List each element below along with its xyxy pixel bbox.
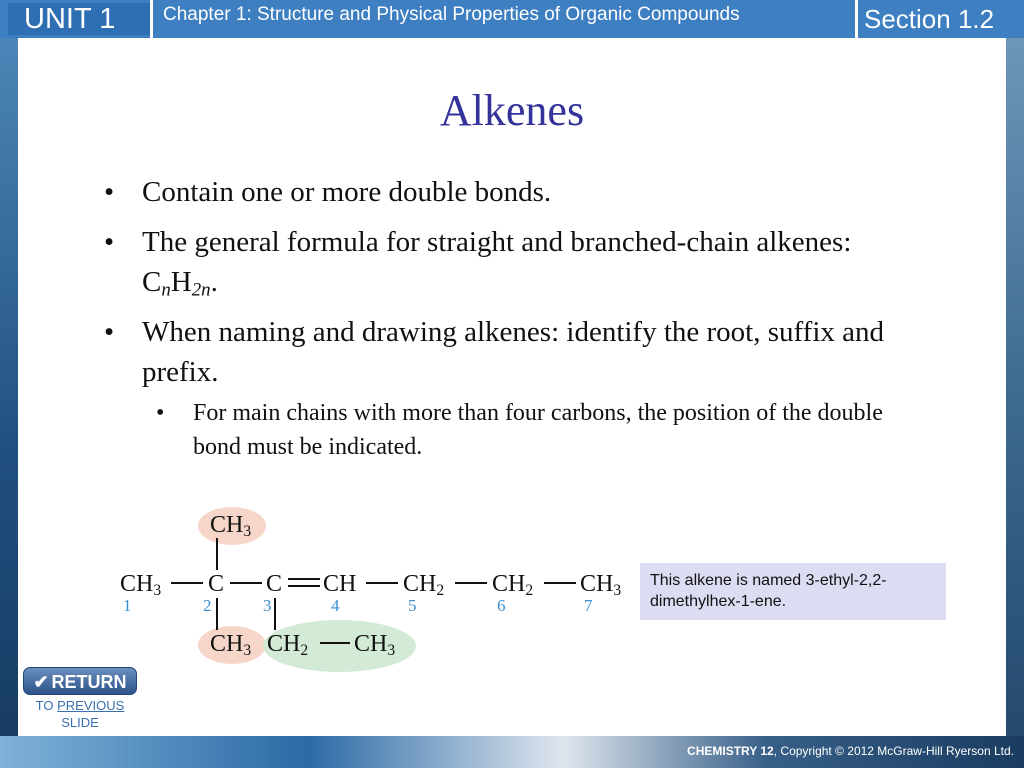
carbon-3: C — [266, 571, 283, 597]
unit-label: UNIT 1 — [8, 3, 150, 35]
top-methyl-group: $CH_3$ — [210, 512, 252, 540]
header-divider — [855, 0, 858, 38]
carbon-number: 3 — [263, 596, 272, 615]
bullet-marker: • — [104, 316, 115, 348]
single-bond — [455, 582, 487, 584]
copyright-footer — [687, 744, 1014, 758]
slide-title: Alkenes — [439, 86, 585, 135]
single-bond — [320, 642, 350, 644]
carbon-number: 5 — [408, 596, 417, 615]
carbon-5: $CH_2$ — [403, 571, 445, 599]
formula-period: . — [210, 266, 218, 298]
bullet-marker: • — [156, 400, 165, 426]
vertical-bond — [216, 598, 218, 630]
structural-formula — [18, 38, 1006, 736]
carbon-number: 1 — [123, 596, 132, 615]
sub-bullet-text: For main chains with more than four carbons, the position of the double bond must be indicated. — [193, 400, 883, 460]
return-label: RETURN — [51, 672, 127, 692]
chapter-title: Chapter 1: Structure and Physical Properties of Organic Compounds — [163, 4, 740, 25]
slide-header — [0, 0, 1024, 38]
double-bond-line — [288, 578, 320, 580]
header-divider — [150, 0, 153, 38]
double-bond-line — [288, 585, 320, 587]
single-bond — [544, 582, 576, 584]
section-label: Section 1.2 — [864, 4, 995, 34]
carbon-1: $CH_3$ — [120, 571, 162, 599]
return-arrow-icon: ✔ — [33, 672, 49, 692]
return-caption: TO PREVIOUS SLIDE — [35, 698, 125, 730]
bullet-text: Contain one or more double bonds. — [142, 176, 552, 208]
ethyl-ch3: $CH_3$ — [354, 631, 396, 659]
slide-content — [18, 38, 1006, 736]
bullet-marker: • — [104, 176, 115, 208]
bottom-methyl-group: $CH_3$ — [210, 631, 252, 659]
bullet-text: The general formula for straight and branched-chain alkenes: C — [142, 226, 852, 298]
single-bond — [171, 582, 203, 584]
formula-subscript-n: n — [161, 279, 171, 301]
course-name: CHEMISTRY 12 — [687, 744, 774, 758]
previous-slide-link[interactable]: PREVIOUS — [57, 698, 125, 713]
background-left-strip — [0, 36, 18, 736]
bullet-marker: • — [104, 226, 115, 258]
formula-subscript-2n: 2n — [191, 279, 211, 301]
copyright-text: , Copyright © 2012 McGraw-Hill Ryerson Ltd. — [773, 744, 1014, 758]
single-bond — [366, 582, 398, 584]
carbon-2: C — [208, 571, 225, 597]
bullet-text: When naming and drawing alkenes: identify the root, suffix and prefix. — [142, 316, 884, 388]
ethyl-ch2: $CH_2$ — [267, 631, 309, 659]
carbon-number: 2 — [203, 596, 212, 615]
carbon-number: 7 — [584, 596, 593, 615]
vertical-bond — [274, 598, 276, 630]
single-bond — [230, 582, 262, 584]
formula-h: H — [170, 266, 192, 298]
alkene-name-note: This alkene is named 3-ethyl-2,2-dimethylhex-1-ene. — [640, 563, 946, 620]
carbon-number: 6 — [497, 596, 506, 615]
vertical-bond — [216, 538, 218, 570]
carbon-7: $CH_3$ — [580, 571, 622, 599]
background-right-strip — [1006, 36, 1024, 736]
return-button[interactable] — [23, 667, 137, 695]
carbon-number: 4 — [331, 596, 340, 615]
carbon-4: CH — [323, 571, 357, 597]
carbon-6: $CH_2$ — [492, 571, 534, 599]
